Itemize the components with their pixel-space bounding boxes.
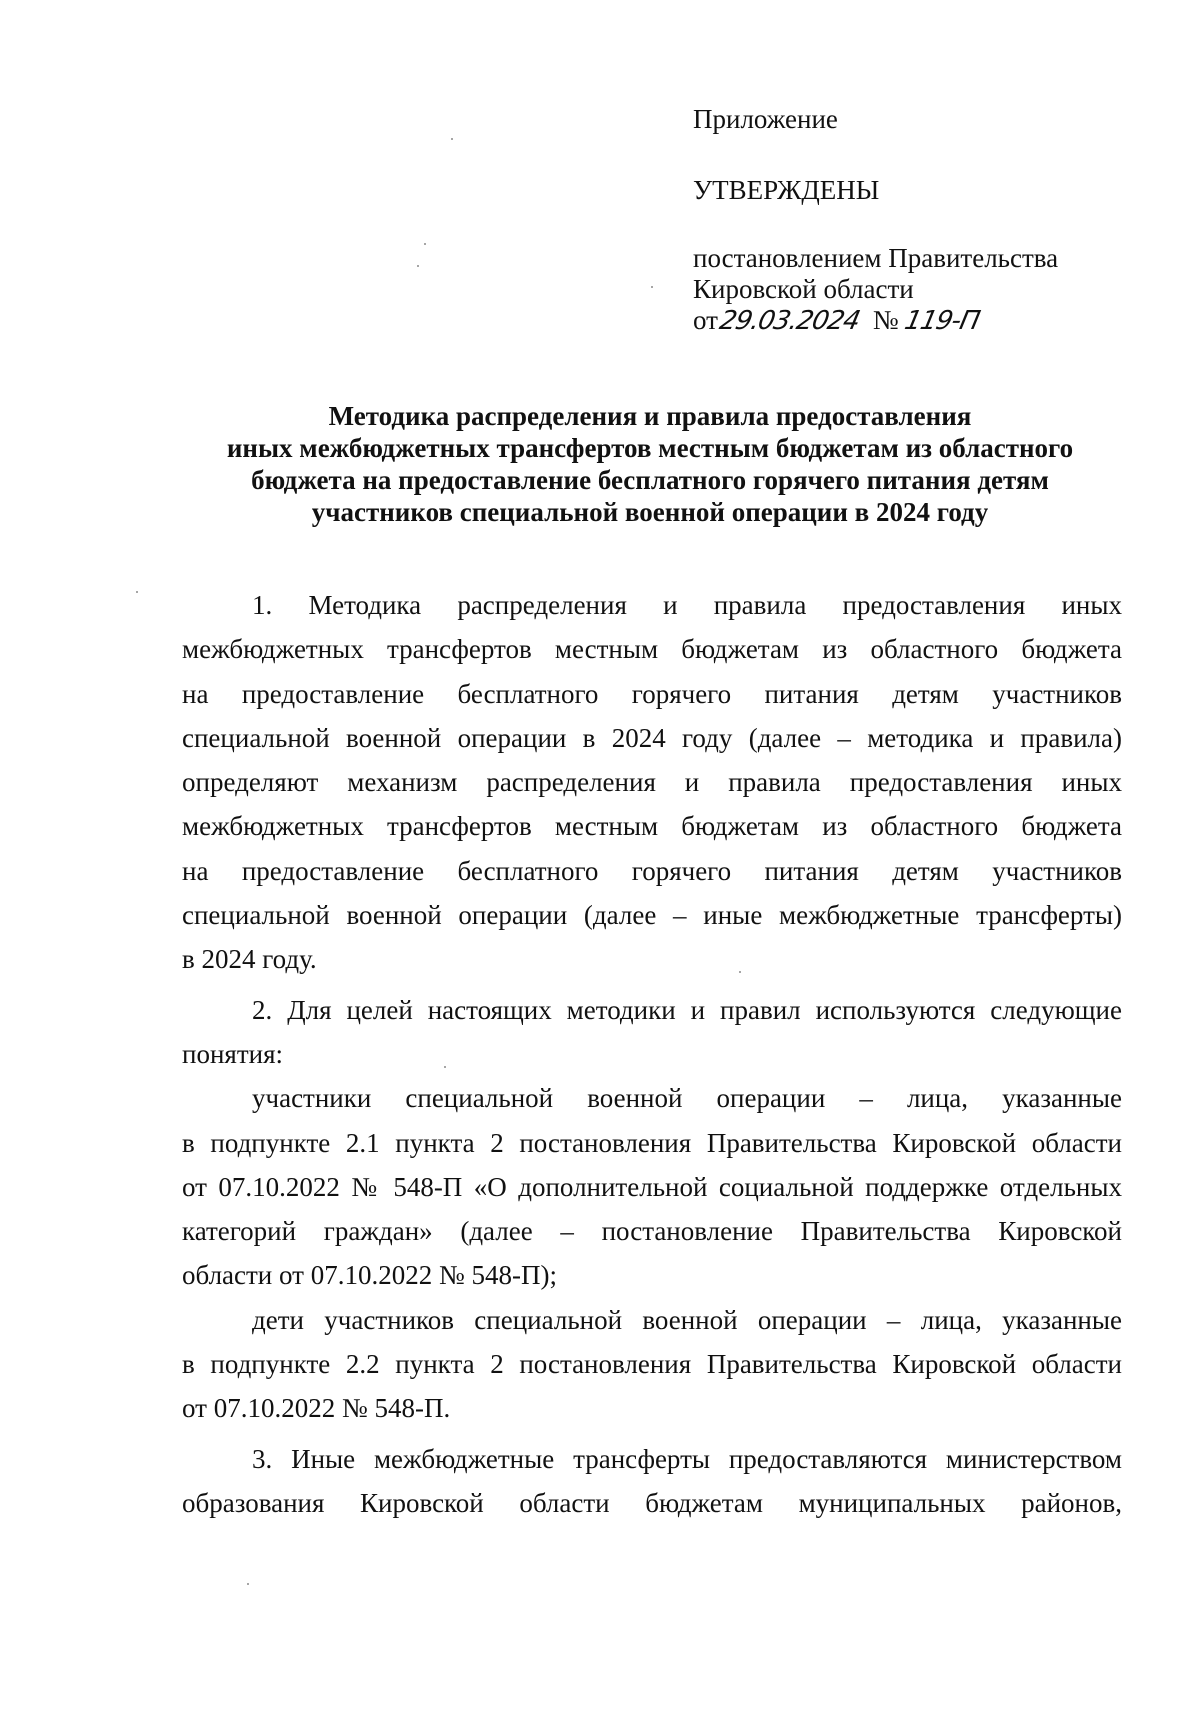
decree-line-2: Кировской области <box>693 274 914 304</box>
text-line: в 2024 году. <box>182 944 317 975</box>
text-line: понятия: <box>182 1038 283 1069</box>
paragraph-2 <box>182 988 1122 1077</box>
text-line: 1. Методика распределения и правила предоставления иных <box>252 590 1122 620</box>
title-line: участников специальной военной операции в 2024 году <box>311 497 989 527</box>
appendix-label: Приложение <box>693 104 838 134</box>
scan-speck <box>247 1583 249 1585</box>
decree-line-1: постановлением Правительства <box>693 243 1059 273</box>
text-line: участники специальной военной операции – лица, указанные <box>252 1083 1122 1114</box>
text-line: 2. Для целей настоящих методики и правил используются следующие <box>252 994 1122 1025</box>
text-line: 3. Иные межбюджетные трансферты предоставляются министерством <box>252 1443 1122 1474</box>
text-line: области от 07.10.2022 № 548-П); <box>182 1260 557 1291</box>
text-line: категорий граждан» (далее – постановление Правительства Кировской <box>182 1216 1122 1247</box>
text-line: специальной военной операции в 2024 году (далее – методика и правила) <box>182 722 1122 753</box>
decree-date-number <box>693 305 1133 337</box>
text-line: определяют механизм распределения и правила предоставления иных <box>182 767 1122 798</box>
text-line: в подпункте 2.2 пункта 2 постановления Правительства Кировской области <box>182 1349 1122 1380</box>
scan-speck <box>424 243 426 245</box>
approved-label: УТВЕРЖДЕНЫ <box>693 175 880 205</box>
text-line: межбюджетных трансфертов местным бюджетам из областного бюджета <box>182 811 1122 842</box>
text-line: на предоставление бесплатного горячего питания детям участников <box>182 678 1122 709</box>
handwritten-number: 119-П <box>902 306 983 336</box>
text-line: на предоставление бесплатного горячего питания детям участников <box>182 855 1122 886</box>
text-line: от 07.10.2022 № 548-П «О дополнительной социальной поддержке отдельных <box>182 1171 1122 1202</box>
paragraph-5 <box>182 1437 1122 1526</box>
title-line: иных межбюджетных трансфертов местным бюджетам из областного <box>226 433 1074 463</box>
text-line: межбюджетных трансфертов местным бюджетам из областного бюджета <box>182 634 1122 665</box>
text-line: дети участников специальной военной операции – лица, указанные <box>252 1304 1122 1335</box>
paragraph-1 <box>182 583 1122 982</box>
scan-speck <box>417 265 419 267</box>
paragraph-3 <box>182 1076 1122 1297</box>
title-line: Методика распределения и правила предоставления <box>328 401 972 431</box>
number-prefix: № <box>872 305 899 335</box>
handwritten-date: 29.03.2024 <box>716 306 863 336</box>
text-line: образования Кировской области бюджетам муниципальных районов, <box>182 1487 1122 1518</box>
scan-speck <box>451 138 453 140</box>
date-prefix: от <box>693 305 718 335</box>
document-body <box>182 583 1122 1525</box>
title-line: бюджета на предоставление бесплатного горячего питания детям <box>251 465 1049 495</box>
approval-block <box>693 104 1133 337</box>
document-title <box>160 400 1140 528</box>
scan-speck <box>136 591 138 593</box>
text-line: от 07.10.2022 № 548-П. <box>182 1393 451 1424</box>
scan-speck <box>651 286 653 288</box>
paragraph-4 <box>182 1298 1122 1431</box>
text-line: в подпункте 2.1 пункта 2 постановления Правительства Кировской области <box>182 1127 1122 1158</box>
text-line: специальной военной операции (далее – иные межбюджетные трансферты) <box>182 900 1122 931</box>
